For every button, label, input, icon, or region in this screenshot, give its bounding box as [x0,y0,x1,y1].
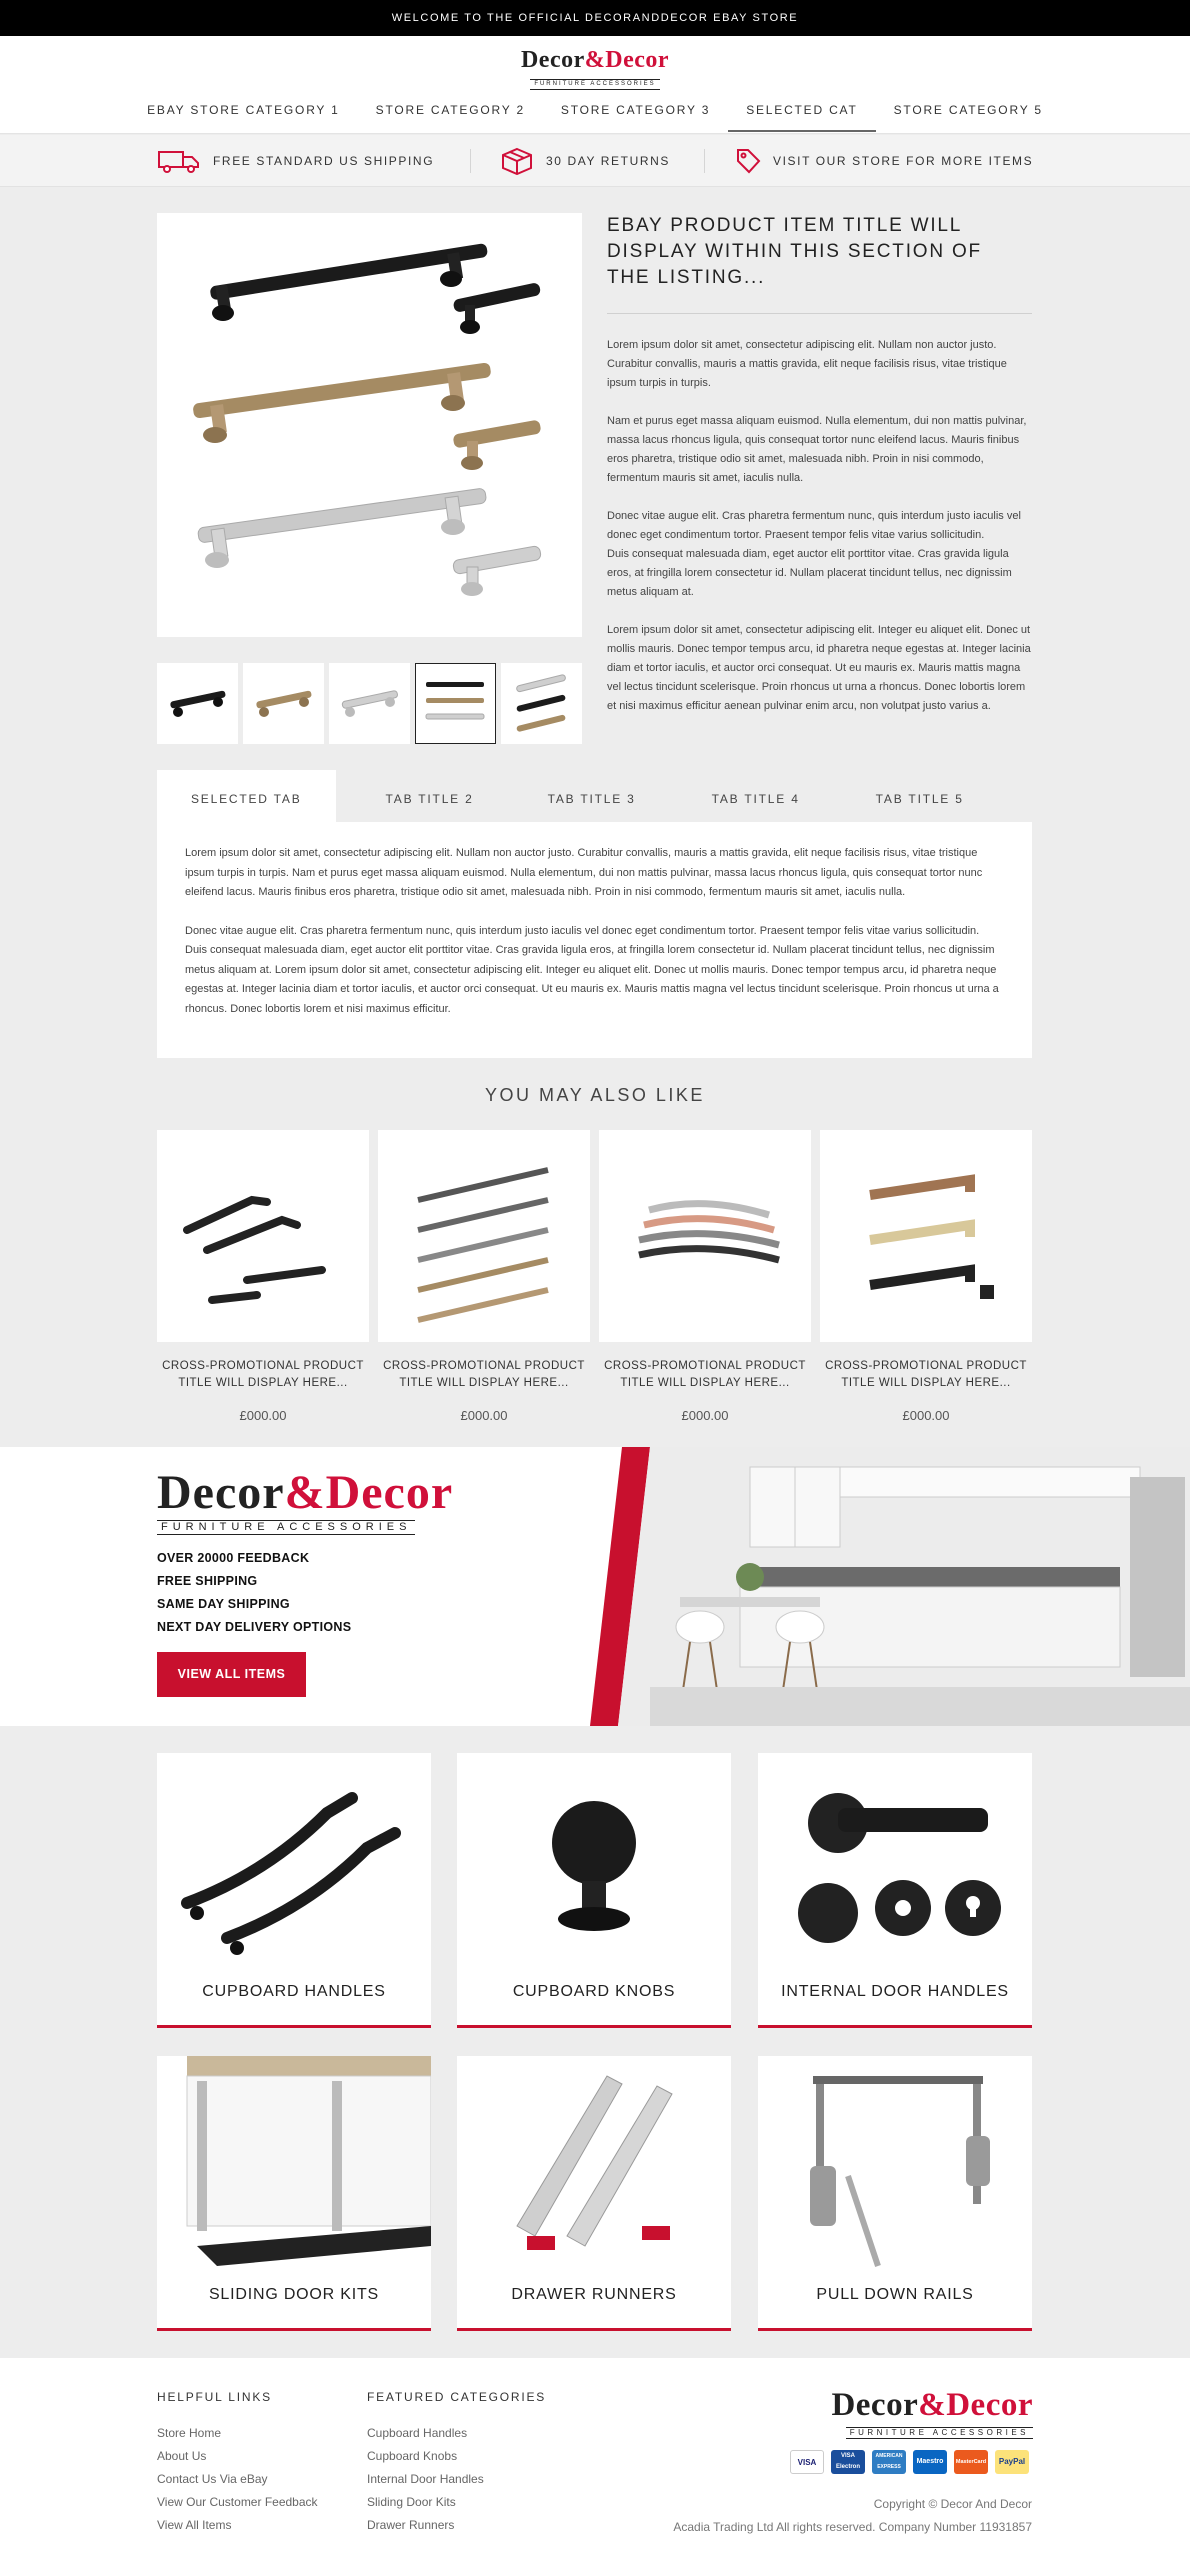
category-label: SLIDING DOOR KITS [208,2286,380,2303]
welcome-bar: WELCOME TO THE OFFICIAL DECORANDDECOR EBAY STORE [0,0,1190,36]
logo-ampersand: & [918,2387,947,2423]
cross-promo-product[interactable] [599,1130,811,1423]
tab-content-paragraph: Donec vitae augue elit. Cras pharetra fermentum nunc, quis interdum justo iaculis vel donec eget condimentum tortor. Praesent tempor felis vitae varius sollicitudin. Duis consequat malesuada diam, eget auctor elit porttitor vitae. Cras gravida ligula eros, at fringilla lorem consectetur id. Nullam placerat tincidunt tellus, nec dignissim metus aliquam at. Lorem ipsum dolor sit amet, consectetur adipiscing elit. Integer eu aliquet elit. Donec ut mollis mauris. Donec tempor tempus arcu, id pharetra neque egestas at. Integer lacinia diam et tortor iaculis, et auctor orci consequat. Ut eu mauris ex. Mauris mattis magna vel lectus tincidunt scelerisque. Proin rhoncus ut urna a rhoncus. Donec lobortis lorem et nisi maximus efficitur. [185,924,999,1015]
tag-icon [735,147,761,175]
footer-link-internal-door-handles[interactable]: Internal Door Handles [367,2472,484,2486]
category-image [758,1753,1032,1973]
product-thumbnail[interactable] [820,1130,1032,1342]
header [0,36,1190,134]
copyright-text: Copyright © Decor And Decor [873,2497,1032,2511]
tab-content-paragraph: Lorem ipsum dolor sit amet, consectetur adipiscing elit. Nullam non auctor justo. Curabitur convallis, mauris a mattis gravida, elit neque facilisis risus, vitae tristique ipsum turpis in turpis. Nam et purus eget massa aliquam euismod. Nulla elementum, dui non mattis pulvinar, massa lacus rhoncus ligula, quis consequat tortor nunc eleifend lacus. Mauris finibus eros pharetra, tristique odio sit amet, malesuada nibh. Proin in nisi commodo, fermentum mauris sit amet, iaculis nulla. [185,847,983,898]
tab-title-4[interactable]: TAB TITLE 4 [711,792,800,806]
product-price: £000.00 [239,1408,287,1423]
product-name[interactable]: CROSS-PROMOTIONAL PRODUCT TITLE WILL DISPLAY HERE... [825,1360,1027,1389]
company-text: Acadia Trading Ltd All rights reserved. Company Number 11931857 [673,2520,1032,2534]
nav-item-category-3[interactable]: STORE CATEGORY 3 [560,103,711,117]
description-paragraph: Nam et purus eget massa aliquam euismod. Nulla elementum, dui non mattis pulvinar, massa lacus rhoncus ligula, quis consequat tortor nunc eleifend lacus. Mauris finibus eros pharetra, tristique odio sit amet, malesuada nibh. Proin in nisi commodo, fermentum mauris sit amet, iaculis nulla. [607,415,1027,484]
maestro-icon: Maestro [913,2450,947,2474]
benefit-store[interactable] [735,135,1033,187]
mastercard-icon: MasterCard [954,2450,988,2474]
category-label: DRAWER RUNNERS [511,2286,677,2303]
product-name[interactable]: CROSS-PROMOTIONAL PRODUCT TITLE WILL DISPLAY HERE... [162,1360,364,1389]
main-nav [0,98,1190,132]
category-label: PULL DOWN RAILS [816,2286,974,2303]
logo-word-2: Decor [325,1466,454,1519]
product-main-image[interactable] [157,213,582,637]
product-price: £000.00 [902,1408,950,1423]
divider [607,313,1032,314]
description-paragraph: Lorem ipsum dolor sit amet, consectetur adipiscing elit. Nullam non auctor justo. Curabitur convallis, mauris a mattis gravida, elit neque facilisis risus, vitae tristique ipsum turpis in turpis. [607,339,1007,389]
product-description [607,336,1032,716]
footer-link-view-all-items[interactable]: View All Items [157,2518,232,2532]
category-label: CUPBOARD HANDLES [202,1983,386,2000]
tab-bar [157,770,1032,822]
product-name[interactable]: CROSS-PROMOTIONAL PRODUCT TITLE WILL DISPLAY HERE... [604,1360,806,1389]
black-bar-handle [209,243,541,334]
product-name[interactable]: CROSS-PROMOTIONAL PRODUCT TITLE WILL DISPLAY HERE... [383,1360,585,1389]
thumbnail-4-selected[interactable] [415,663,496,744]
box-icon [500,147,534,175]
logo-ampersand: & [284,1466,326,1519]
footer-link-cupboard-knobs[interactable]: Cupboard Knobs [367,2449,458,2463]
nav-item-category-1[interactable]: EBAY STORE CATEGORY 1 [147,103,340,117]
product-price: £000.00 [681,1408,729,1423]
view-all-items-button[interactable]: VIEW ALL ITEMS [157,1652,306,1697]
footer [0,2358,1190,2560]
category-image [457,2056,731,2276]
product-thumbnail[interactable] [157,1130,369,1342]
footer-logo[interactable] [788,2388,1033,2440]
category-card-cupboard-knobs[interactable] [457,1753,731,2028]
cross-promo-product[interactable] [378,1130,590,1423]
footer-link-store-home[interactable]: Store Home [157,2426,222,2440]
banner-point: NEXT DAY DELIVERY OPTIONS [157,1620,352,1634]
description-paragraph: Donec vitae augue elit. Cras pharetra fermentum nunc, quis interdum justo iaculis vel donec eget condimentum tortor. Praesent tempor felis vitae varius sollicitudin. Duis consequat malesuada diam, eget auctor elit porttitor vitae. Cras gravida ligula eros, at fringilla lorem consectetur id. Nullam placerat tincidunt tellus, nec dignissim metus aliquam at. [607,510,1021,598]
logo-word-2: Decor [605,47,670,73]
footer-link-cupboard-handles[interactable]: Cupboard Handles [367,2426,468,2440]
product-price: £000.00 [460,1408,508,1423]
banner-point: OVER 20000 FEEDBACK [157,1551,310,1565]
truck-icon [157,148,201,174]
store-logo[interactable] [505,47,685,87]
benefit-store-label: VISIT OUR STORE FOR MORE ITEMS [773,154,1034,168]
footer-link-feedback[interactable]: View Our Customer Feedback [157,2495,318,2509]
kitchen-image [590,1447,1190,1726]
category-card-cupboard-handles[interactable] [157,1753,431,2028]
cross-promo-product[interactable] [157,1130,369,1423]
benefit-shipping [157,135,434,187]
logo-tagline: FURNITURE ACCESSORIES [846,2427,1033,2439]
nav-item-selected[interactable]: SELECTED CAT [728,98,875,132]
footer-link-drawer-runners[interactable]: Drawer Runners [367,2518,455,2532]
nav-item-category-5[interactable]: STORE CATEGORY 5 [893,103,1043,117]
logo-ampersand: & [584,47,606,73]
thumbnail-5[interactable] [501,663,582,744]
category-image [157,1753,431,1973]
category-image [457,1753,731,1973]
thumbnail-strip [157,663,582,744]
benefit-shipping-label: FREE STANDARD US SHIPPING [213,154,435,168]
featured-categories-title: FEATURED CATEGORIES [367,2390,547,2404]
category-image [157,2056,431,2276]
category-card-sliding-door-kits[interactable] [157,2056,431,2331]
featured-categories [367,2390,546,2537]
tab-title-2[interactable]: TAB TITLE 2 [385,792,474,806]
footer-link-sliding-door-kits[interactable]: Sliding Door Kits [367,2495,456,2509]
nav-item-category-2[interactable]: STORE CATEGORY 2 [375,103,525,117]
american-express-icon: AMERICAN EXPRESS [872,2450,906,2474]
tab-title-5[interactable]: TAB TITLE 5 [875,792,964,806]
product-thumbnail[interactable] [378,1130,590,1342]
also-like-title: YOU MAY ALSO LIKE [485,1085,705,1105]
logo-word-2: Decor [946,2387,1033,2423]
thumbnail-1[interactable] [157,663,238,744]
category-card-pull-down-rails[interactable] [758,2056,1032,2331]
benefit-returns-label: 30 DAY RETURNS [546,154,670,168]
tab-panel [157,822,1032,1058]
banner-points [157,1547,351,1639]
description-paragraph: Lorem ipsum dolor sit amet, consectetur adipiscing elit. Integer eu aliquet elit. Donec ut mollis mauris. Donec tempor tempus arcu, id pharetra neque egestas at. Integer lacinia diam et tortor iaculis, et auctor orci consequat. Ut eu mauris ex. Mauris mattis magna vel lectus tincidunt scelerisque. Proin rhoncus ut urna a rhoncus. Donec lobortis lorem et nisi maximus efficitur aenean pulvinar enim arcu, non volutpat justo varius a. [607,624,1031,712]
visa-electron-icon: VISA Electron [831,2450,865,2474]
product-info [607,213,1032,735]
divider [470,149,471,173]
product-thumbnail[interactable] [599,1130,811,1342]
visa-icon: VISA [790,2450,824,2474]
category-label: CUPBOARD KNOBS [512,1983,676,2000]
product-title: EBAY PRODUCT ITEM TITLE WILL DISPLAY WITHIN THIS SECTION OF THE LISTING... [607,215,982,288]
category-image [758,2056,1032,2276]
footer-link-about-us[interactable]: About Us [157,2449,207,2463]
thumbnail-3[interactable] [329,663,410,744]
category-card-drawer-runners[interactable] [457,2056,731,2331]
cross-promo-product[interactable] [820,1130,1032,1423]
benefits-bar [0,135,1190,187]
helpful-links [157,2390,318,2537]
logo-word-1: Decor [831,2387,919,2423]
logo-word-1: Decor [157,1466,285,1519]
footer-link-contact-us[interactable]: Contact Us Via eBay [157,2472,268,2486]
category-label: INTERNAL DOOR HANDLES [781,1983,1009,2000]
tab-title-3[interactable]: TAB TITLE 3 [547,792,636,806]
helpful-links-title: HELPFUL LINKS [157,2390,272,2404]
logo-tagline: FURNITURE ACCESSORIES [530,79,659,90]
paypal-icon: PayPal [995,2450,1029,2474]
banner-point: SAME DAY SHIPPING [157,1597,290,1611]
category-card-internal-door-handles[interactable] [758,1753,1032,2028]
banner-logo [157,1466,517,1535]
chrome-bar-handle [197,488,541,596]
logo-word-1: Decor [520,47,585,73]
benefit-returns [500,135,670,187]
promo-banner [0,1447,1190,1726]
divider [704,149,705,173]
brass-bar-handle [192,362,541,470]
logo-tagline: FURNITURE ACCESSORIES [157,1520,415,1535]
thumbnail-2[interactable] [243,663,324,744]
tab-selected[interactable]: SELECTED TAB [157,770,336,822]
banner-point: FREE SHIPPING [157,1574,258,1588]
